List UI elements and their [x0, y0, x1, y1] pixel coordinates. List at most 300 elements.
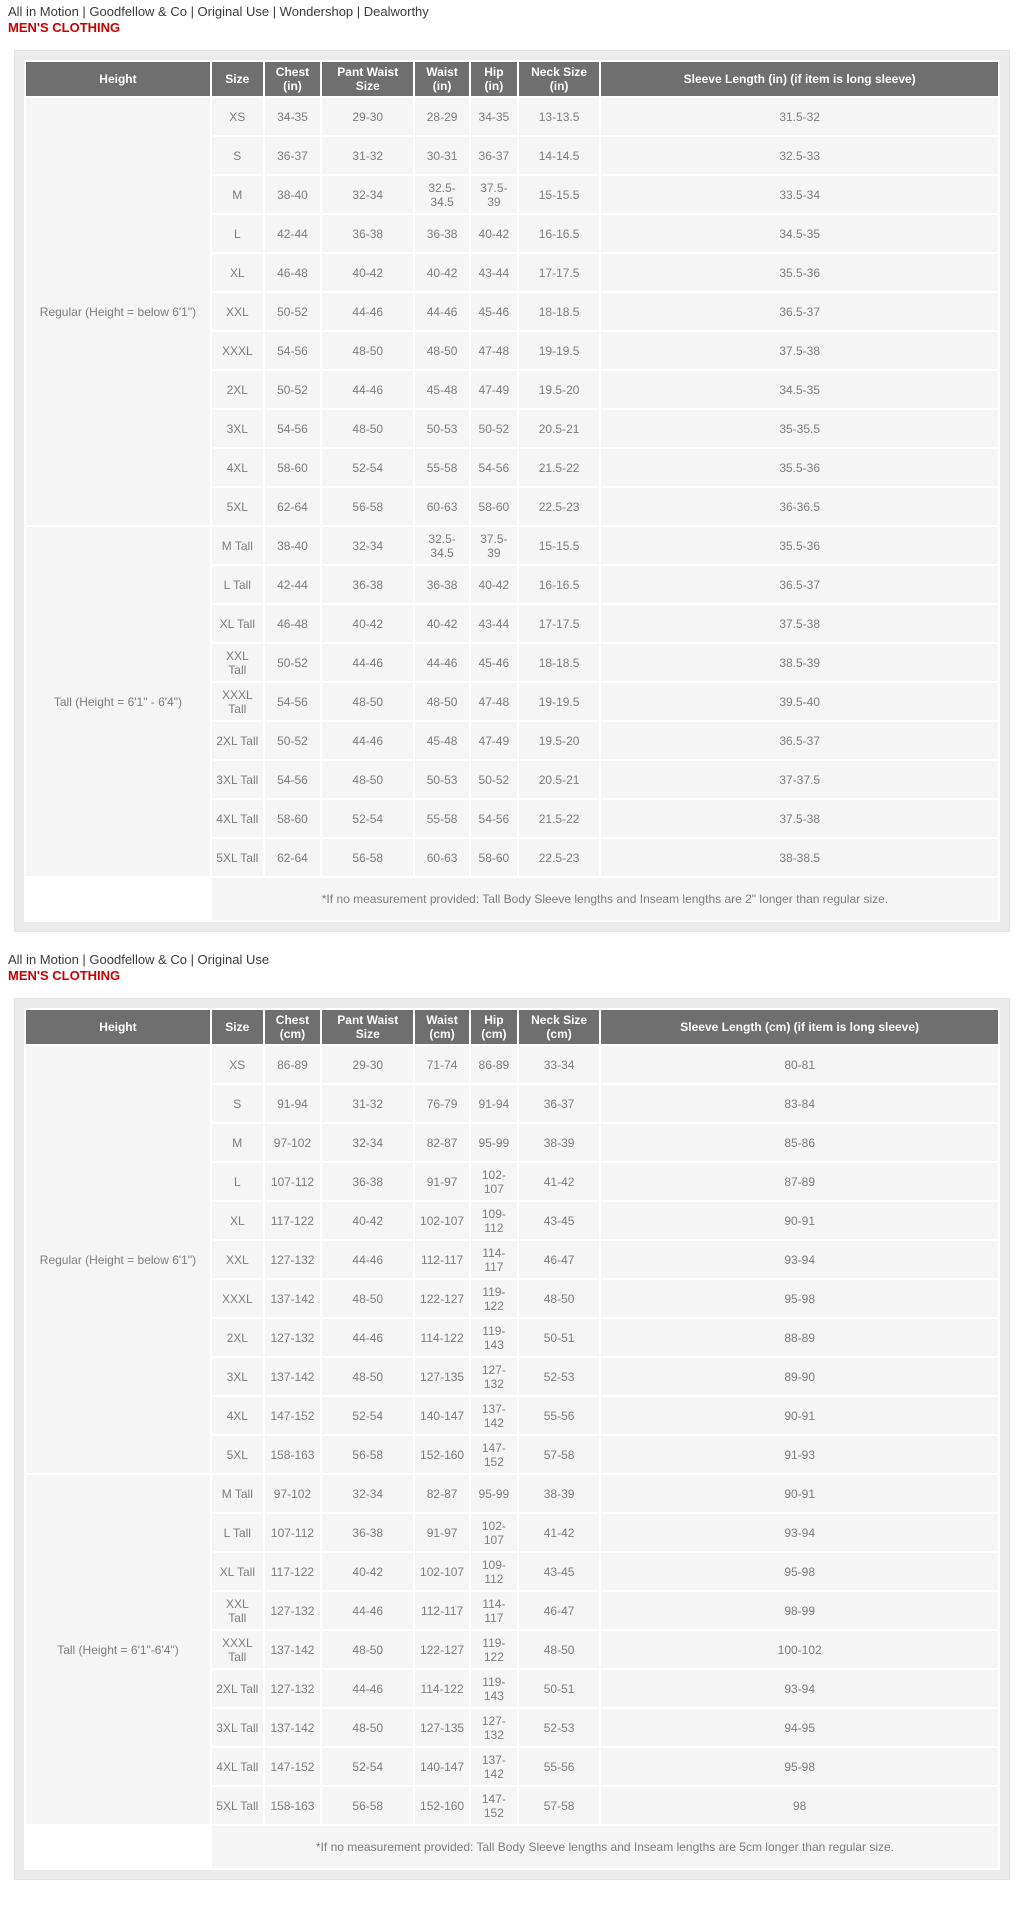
- table-row: [26, 98, 998, 135]
- measurement-cell-waist-in: 44-46: [415, 644, 469, 681]
- measurement-cell-sleeve-length-in-if-item-is-long-sleeve: 37.5-38: [601, 332, 998, 369]
- category-title: MEN'S CLOTHING: [8, 968, 121, 983]
- size-cell: 4XL: [212, 1397, 263, 1434]
- measurement-cell-waist-in: 48-50: [415, 332, 469, 369]
- measurement-cell-chest-in: 50-52: [265, 722, 321, 759]
- inches-size-chart-section: [0, 4, 1024, 932]
- measurement-cell-pant-waist-size: 40-42: [322, 605, 413, 642]
- table-panel: [14, 50, 1010, 932]
- measurement-cell-pant-waist-size: 56-58: [322, 839, 413, 876]
- measurement-cell-hip-in: 58-60: [471, 839, 517, 876]
- header-row: [26, 62, 998, 96]
- measurement-cell-hip-in: 47-48: [471, 332, 517, 369]
- measurement-cell-waist-cm: 114-122: [415, 1670, 469, 1707]
- measurement-cell-neck-size-cm: 48-50: [519, 1631, 599, 1668]
- measurement-cell-sleeve-length-in-if-item-is-long-sleeve: 37.5-38: [601, 800, 998, 837]
- measurement-cell-pant-waist-size: 48-50: [322, 683, 413, 720]
- measurement-cell-neck-size-cm: 38-39: [519, 1475, 599, 1512]
- column-header-waist-in: Waist (in): [415, 62, 469, 96]
- footnote: *If no measurement provided: Tall Body Sleeve lengths and Inseam lengths are 2" longer than regular size.: [212, 878, 998, 920]
- measurement-cell-waist-in: 40-42: [415, 254, 469, 291]
- height-group-cell: Tall (Height = 6'1" - 6'4"): [26, 527, 210, 876]
- measurement-cell-chest-cm: 147-152: [265, 1748, 321, 1785]
- measurement-cell-sleeve-length-cm-if-item-is-long-sleeve: 90-91: [601, 1475, 998, 1512]
- size-cell: M: [212, 176, 263, 213]
- size-cell: M Tall: [212, 527, 263, 564]
- size-cell: XXL Tall: [212, 1592, 263, 1629]
- measurement-cell-waist-cm: 114-122: [415, 1319, 469, 1356]
- measurement-cell-chest-in: 54-56: [265, 761, 321, 798]
- measurement-cell-sleeve-length-cm-if-item-is-long-sleeve: 91-93: [601, 1436, 998, 1473]
- measurement-cell-waist-cm: 102-107: [415, 1202, 469, 1239]
- measurement-cell-pant-waist-size: 44-46: [322, 293, 413, 330]
- measurement-cell-waist-cm: 140-147: [415, 1748, 469, 1785]
- measurement-cell-waist-cm: 152-160: [415, 1436, 469, 1473]
- measurement-cell-hip-cm: 119-122: [471, 1280, 517, 1317]
- measurement-cell-chest-in: 50-52: [265, 371, 321, 408]
- measurement-cell-sleeve-length-cm-if-item-is-long-sleeve: 80-81: [601, 1046, 998, 1083]
- size-cell: XL: [212, 1202, 263, 1239]
- measurement-cell-sleeve-length-in-if-item-is-long-sleeve: 35.5-36: [601, 254, 998, 291]
- measurement-cell-sleeve-length-in-if-item-is-long-sleeve: 36.5-37: [601, 293, 998, 330]
- measurement-cell-hip-in: 45-46: [471, 644, 517, 681]
- column-header-height: Height: [26, 1010, 210, 1044]
- measurement-cell-pant-waist-size: 44-46: [322, 1241, 413, 1278]
- column-header-height: Height: [26, 62, 210, 96]
- measurement-cell-waist-in: 45-48: [415, 371, 469, 408]
- measurement-cell-neck-size-cm: 50-51: [519, 1670, 599, 1707]
- measurement-cell-neck-size-cm: 36-37: [519, 1085, 599, 1122]
- measurement-cell-neck-size-cm: 33-34: [519, 1046, 599, 1083]
- measurement-cell-chest-cm: 127-132: [265, 1670, 321, 1707]
- measurement-cell-sleeve-length-cm-if-item-is-long-sleeve: 93-94: [601, 1514, 998, 1551]
- measurement-cell-hip-cm: 119-143: [471, 1319, 517, 1356]
- measurement-cell-neck-size-in: 18-18.5: [519, 644, 599, 681]
- measurement-cell-chest-in: 54-56: [265, 332, 321, 369]
- measurement-cell-neck-size-cm: 43-45: [519, 1202, 599, 1239]
- measurement-cell-sleeve-length-in-if-item-is-long-sleeve: 35.5-36: [601, 527, 998, 564]
- measurement-cell-hip-cm: 109-112: [471, 1553, 517, 1590]
- brand-list: All in Motion | Goodfellow & Co | Original Use | Wondershop | Dealworthy: [8, 4, 429, 19]
- measurement-cell-pant-waist-size: 44-46: [322, 1670, 413, 1707]
- measurement-cell-pant-waist-size: 48-50: [322, 332, 413, 369]
- measurement-cell-waist-cm: 112-117: [415, 1592, 469, 1629]
- measurement-cell-chest-cm: 107-112: [265, 1514, 321, 1551]
- measurement-cell-pant-waist-size: 52-54: [322, 1397, 413, 1434]
- measurement-cell-chest-cm: 137-142: [265, 1631, 321, 1668]
- measurement-cell-sleeve-length-cm-if-item-is-long-sleeve: 85-86: [601, 1124, 998, 1161]
- measurement-cell-chest-in: 34-35: [265, 98, 321, 135]
- size-cell: S: [212, 137, 263, 174]
- measurement-cell-sleeve-length-in-if-item-is-long-sleeve: 36.5-37: [601, 566, 998, 603]
- measurement-cell-waist-in: 55-58: [415, 800, 469, 837]
- measurement-cell-sleeve-length-in-if-item-is-long-sleeve: 38.5-39: [601, 644, 998, 681]
- size-cell: 3XL: [212, 410, 263, 447]
- measurement-cell-sleeve-length-in-if-item-is-long-sleeve: 31.5-32: [601, 98, 998, 135]
- measurement-cell-chest-cm: 137-142: [265, 1709, 321, 1746]
- measurement-cell-hip-cm: 102-107: [471, 1163, 517, 1200]
- measurement-cell-chest-cm: 127-132: [265, 1241, 321, 1278]
- category-title: MEN'S CLOTHING: [8, 20, 121, 35]
- measurement-cell-hip-in: 47-49: [471, 371, 517, 408]
- size-cell: L: [212, 215, 263, 252]
- measurement-cell-hip-cm: 137-142: [471, 1748, 517, 1785]
- measurement-cell-sleeve-length-cm-if-item-is-long-sleeve: 95-98: [601, 1280, 998, 1317]
- measurement-cell-hip-cm: 114-117: [471, 1241, 517, 1278]
- measurement-cell-waist-in: 60-63: [415, 839, 469, 876]
- size-cell: L Tall: [212, 1514, 263, 1551]
- measurement-cell-neck-size-in: 20.5-21: [519, 761, 599, 798]
- measurement-cell-pant-waist-size: 31-32: [322, 137, 413, 174]
- measurement-cell-waist-in: 36-38: [415, 215, 469, 252]
- measurement-cell-pant-waist-size: 32-34: [322, 1475, 413, 1512]
- measurement-cell-sleeve-length-in-if-item-is-long-sleeve: 38-38.5: [601, 839, 998, 876]
- table-panel: [14, 998, 1010, 1880]
- column-header-sleeve-length-in-if-item-is-long-sleeve: Sleeve Length (in) (if item is long sleeve): [601, 62, 998, 96]
- measurement-cell-hip-in: 45-46: [471, 293, 517, 330]
- measurement-cell-pant-waist-size: 44-46: [322, 1592, 413, 1629]
- measurement-cell-sleeve-length-in-if-item-is-long-sleeve: 37-37.5: [601, 761, 998, 798]
- measurement-cell-waist-in: 60-63: [415, 488, 469, 525]
- measurement-cell-pant-waist-size: 36-38: [322, 1163, 413, 1200]
- measurement-cell-sleeve-length-cm-if-item-is-long-sleeve: 100-102: [601, 1631, 998, 1668]
- measurement-cell-chest-cm: 117-122: [265, 1553, 321, 1590]
- measurement-cell-pant-waist-size: 36-38: [322, 215, 413, 252]
- measurement-cell-neck-size-in: 19-19.5: [519, 683, 599, 720]
- measurement-cell-chest-in: 42-44: [265, 566, 321, 603]
- measurement-cell-pant-waist-size: 52-54: [322, 800, 413, 837]
- column-header-chest-in: Chest (in): [265, 62, 321, 96]
- column-header-pant-waist-size: Pant Waist Size: [322, 62, 413, 96]
- measurement-cell-pant-waist-size: 32-34: [322, 176, 413, 213]
- measurement-cell-pant-waist-size: 56-58: [322, 1787, 413, 1824]
- measurement-cell-chest-cm: 158-163: [265, 1787, 321, 1824]
- size-cell: XXXL Tall: [212, 683, 263, 720]
- measurement-cell-sleeve-length-in-if-item-is-long-sleeve: 37.5-38: [601, 605, 998, 642]
- measurement-cell-pant-waist-size: 36-38: [322, 1514, 413, 1551]
- column-header-neck-size-cm: Neck Size (cm): [519, 1010, 599, 1044]
- measurement-cell-neck-size-in: 22.5-23: [519, 488, 599, 525]
- measurement-cell-waist-in: 50-53: [415, 761, 469, 798]
- measurement-cell-pant-waist-size: 29-30: [322, 98, 413, 135]
- measurement-cell-pant-waist-size: 32-34: [322, 1124, 413, 1161]
- measurement-cell-neck-size-cm: 48-50: [519, 1280, 599, 1317]
- size-cell: XL: [212, 254, 263, 291]
- measurement-cell-waist-cm: 127-135: [415, 1709, 469, 1746]
- measurement-cell-sleeve-length-cm-if-item-is-long-sleeve: 93-94: [601, 1670, 998, 1707]
- column-header-hip-in: Hip (in): [471, 62, 517, 96]
- column-header-size: Size: [212, 1010, 263, 1044]
- size-cell: 3XL Tall: [212, 761, 263, 798]
- measurement-cell-neck-size-in: 17-17.5: [519, 254, 599, 291]
- size-cell: 3XL: [212, 1358, 263, 1395]
- size-cell: 4XL Tall: [212, 800, 263, 837]
- measurement-cell-pant-waist-size: 48-50: [322, 761, 413, 798]
- measurement-cell-pant-waist-size: 36-38: [322, 566, 413, 603]
- measurement-cell-sleeve-length-cm-if-item-is-long-sleeve: 98: [601, 1787, 998, 1824]
- measurement-cell-waist-cm: 122-127: [415, 1280, 469, 1317]
- measurement-cell-neck-size-in: 19.5-20: [519, 371, 599, 408]
- size-cell: M: [212, 1124, 263, 1161]
- header-row: [26, 1010, 998, 1044]
- measurement-cell-chest-cm: 107-112: [265, 1163, 321, 1200]
- measurement-cell-sleeve-length-in-if-item-is-long-sleeve: 35-35.5: [601, 410, 998, 447]
- measurement-cell-chest-cm: 97-102: [265, 1475, 321, 1512]
- measurement-cell-hip-cm: 147-152: [471, 1787, 517, 1824]
- measurement-cell-hip-cm: 95-99: [471, 1475, 517, 1512]
- size-cell: 5XL Tall: [212, 839, 263, 876]
- measurement-cell-neck-size-cm: 52-53: [519, 1709, 599, 1746]
- size-cell: 5XL: [212, 1436, 263, 1473]
- measurement-cell-hip-cm: 119-143: [471, 1670, 517, 1707]
- measurement-cell-hip-cm: 86-89: [471, 1046, 517, 1083]
- measurement-cell-neck-size-cm: 41-42: [519, 1514, 599, 1551]
- measurement-cell-neck-size-cm: 41-42: [519, 1163, 599, 1200]
- measurement-cell-chest-in: 54-56: [265, 410, 321, 447]
- measurement-cell-chest-cm: 158-163: [265, 1436, 321, 1473]
- measurement-cell-pant-waist-size: 48-50: [322, 1358, 413, 1395]
- footnote-spacer: [26, 1826, 210, 1868]
- size-cell: M Tall: [212, 1475, 263, 1512]
- height-group-cell: Regular (Height = below 6'1"): [26, 98, 210, 525]
- table-row: [26, 1475, 998, 1512]
- size-cell: XXXL: [212, 1280, 263, 1317]
- measurement-cell-waist-in: 45-48: [415, 722, 469, 759]
- height-group-cell: Regular (Height = below 6'1"): [26, 1046, 210, 1473]
- measurement-cell-chest-in: 50-52: [265, 293, 321, 330]
- measurement-cell-hip-in: 43-44: [471, 254, 517, 291]
- measurement-cell-neck-size-cm: 46-47: [519, 1241, 599, 1278]
- size-cell: XXL Tall: [212, 644, 263, 681]
- measurement-cell-waist-in: 50-53: [415, 410, 469, 447]
- measurement-cell-hip-cm: 102-107: [471, 1514, 517, 1551]
- size-cell: XL Tall: [212, 605, 263, 642]
- size-table-inches: [24, 60, 1000, 922]
- measurement-cell-chest-in: 46-48: [265, 605, 321, 642]
- measurement-cell-chest-in: 42-44: [265, 215, 321, 252]
- measurement-cell-waist-cm: 102-107: [415, 1553, 469, 1590]
- measurement-cell-hip-cm: 137-142: [471, 1397, 517, 1434]
- size-cell: 4XL Tall: [212, 1748, 263, 1785]
- measurement-cell-neck-size-in: 15-15.5: [519, 176, 599, 213]
- size-cell: XXXL Tall: [212, 1631, 263, 1668]
- measurement-cell-hip-in: 58-60: [471, 488, 517, 525]
- measurement-cell-chest-cm: 137-142: [265, 1358, 321, 1395]
- measurement-cell-chest-cm: 91-94: [265, 1085, 321, 1122]
- measurement-cell-hip-in: 50-52: [471, 761, 517, 798]
- measurement-cell-chest-cm: 97-102: [265, 1124, 321, 1161]
- measurement-cell-waist-in: 36-38: [415, 566, 469, 603]
- measurement-cell-hip-cm: 109-112: [471, 1202, 517, 1239]
- measurement-cell-waist-cm: 140-147: [415, 1397, 469, 1434]
- measurement-cell-sleeve-length-in-if-item-is-long-sleeve: 36-36.5: [601, 488, 998, 525]
- size-cell: 2XL: [212, 371, 263, 408]
- measurement-cell-chest-in: 58-60: [265, 449, 321, 486]
- measurement-cell-sleeve-length-in-if-item-is-long-sleeve: 35.5-36: [601, 449, 998, 486]
- measurement-cell-hip-in: 54-56: [471, 449, 517, 486]
- measurement-cell-waist-cm: 127-135: [415, 1358, 469, 1395]
- measurement-cell-neck-size-in: 15-15.5: [519, 527, 599, 564]
- measurement-cell-neck-size-in: 16-16.5: [519, 215, 599, 252]
- measurement-cell-sleeve-length-in-if-item-is-long-sleeve: 33.5-34: [601, 176, 998, 213]
- measurement-cell-sleeve-length-in-if-item-is-long-sleeve: 39.5-40: [601, 683, 998, 720]
- measurement-cell-waist-in: 32.5-34.5: [415, 176, 469, 213]
- measurement-cell-waist-cm: 122-127: [415, 1631, 469, 1668]
- measurement-cell-pant-waist-size: 44-46: [322, 644, 413, 681]
- measurement-cell-pant-waist-size: 44-46: [322, 722, 413, 759]
- measurement-cell-hip-cm: 114-117: [471, 1592, 517, 1629]
- measurement-cell-pant-waist-size: 31-32: [322, 1085, 413, 1122]
- measurement-cell-waist-in: 40-42: [415, 605, 469, 642]
- measurement-cell-neck-size-in: 22.5-23: [519, 839, 599, 876]
- measurement-cell-chest-in: 38-40: [265, 527, 321, 564]
- measurement-cell-hip-in: 54-56: [471, 800, 517, 837]
- size-cell: XS: [212, 98, 263, 135]
- measurement-cell-chest-in: 54-56: [265, 683, 321, 720]
- measurement-cell-pant-waist-size: 29-30: [322, 1046, 413, 1083]
- measurement-cell-hip-cm: 147-152: [471, 1436, 517, 1473]
- brand-list: All in Motion | Goodfellow & Co | Original Use: [8, 952, 270, 967]
- measurement-cell-neck-size-in: 16-16.5: [519, 566, 599, 603]
- measurement-cell-sleeve-length-cm-if-item-is-long-sleeve: 87-89: [601, 1163, 998, 1200]
- size-cell: 2XL Tall: [212, 722, 263, 759]
- measurement-cell-hip-in: 43-44: [471, 605, 517, 642]
- measurement-cell-pant-waist-size: 56-58: [322, 1436, 413, 1473]
- measurement-cell-neck-size-cm: 38-39: [519, 1124, 599, 1161]
- measurement-cell-hip-cm: 95-99: [471, 1124, 517, 1161]
- measurement-cell-hip-cm: 127-132: [471, 1709, 517, 1746]
- measurement-cell-hip-in: 37.5-39: [471, 527, 517, 564]
- measurement-cell-neck-size-in: 19.5-20: [519, 722, 599, 759]
- table-row: [26, 527, 998, 564]
- measurement-cell-chest-in: 62-64: [265, 839, 321, 876]
- measurement-cell-chest-in: 36-37: [265, 137, 321, 174]
- measurement-cell-neck-size-in: 18-18.5: [519, 293, 599, 330]
- measurement-cell-chest-in: 58-60: [265, 800, 321, 837]
- height-group-cell: Tall (Height = 6'1"-6'4"): [26, 1475, 210, 1824]
- measurement-cell-sleeve-length-cm-if-item-is-long-sleeve: 98-99: [601, 1592, 998, 1629]
- measurement-cell-pant-waist-size: 56-58: [322, 488, 413, 525]
- measurement-cell-neck-size-cm: 52-53: [519, 1358, 599, 1395]
- measurement-cell-pant-waist-size: 48-50: [322, 410, 413, 447]
- footnote: *If no measurement provided: Tall Body Sleeve lengths and Inseam lengths are 5cm longer than regular size.: [212, 1826, 998, 1868]
- measurement-cell-waist-cm: 82-87: [415, 1475, 469, 1512]
- size-table-cm: [24, 1008, 1000, 1870]
- measurement-cell-pant-waist-size: 48-50: [322, 1709, 413, 1746]
- measurement-cell-sleeve-length-cm-if-item-is-long-sleeve: 93-94: [601, 1241, 998, 1278]
- size-cell: 3XL Tall: [212, 1709, 263, 1746]
- measurement-cell-pant-waist-size: 32-34: [322, 527, 413, 564]
- size-cell: L Tall: [212, 566, 263, 603]
- measurement-cell-sleeve-length-in-if-item-is-long-sleeve: 36.5-37: [601, 722, 998, 759]
- measurement-cell-waist-cm: 91-97: [415, 1514, 469, 1551]
- measurement-cell-sleeve-length-cm-if-item-is-long-sleeve: 95-98: [601, 1553, 998, 1590]
- measurement-cell-sleeve-length-cm-if-item-is-long-sleeve: 94-95: [601, 1709, 998, 1746]
- measurement-cell-neck-size-in: 14-14.5: [519, 137, 599, 174]
- measurement-cell-hip-in: 37.5-39: [471, 176, 517, 213]
- measurement-cell-hip-cm: 119-122: [471, 1631, 517, 1668]
- column-header-chest-cm: Chest (cm): [265, 1010, 321, 1044]
- footnote-row: [26, 1826, 998, 1868]
- size-cell: 5XL: [212, 488, 263, 525]
- footnote-row: [26, 878, 998, 920]
- measurement-cell-pant-waist-size: 48-50: [322, 1631, 413, 1668]
- column-header-size: Size: [212, 62, 263, 96]
- measurement-cell-neck-size-cm: 57-58: [519, 1787, 599, 1824]
- column-header-sleeve-length-cm-if-item-is-long-sleeve: Sleeve Length (cm) (if item is long sleeve): [601, 1010, 998, 1044]
- measurement-cell-pant-waist-size: 40-42: [322, 1553, 413, 1590]
- measurement-cell-neck-size-in: 21.5-22: [519, 449, 599, 486]
- measurement-cell-neck-size-cm: 55-56: [519, 1748, 599, 1785]
- measurement-cell-hip-in: 50-52: [471, 410, 517, 447]
- measurement-cell-waist-cm: 152-160: [415, 1787, 469, 1824]
- measurement-cell-neck-size-in: 19-19.5: [519, 332, 599, 369]
- measurement-cell-pant-waist-size: 48-50: [322, 1280, 413, 1317]
- size-cell: 5XL Tall: [212, 1787, 263, 1824]
- measurement-cell-chest-cm: 147-152: [265, 1397, 321, 1434]
- column-header-pant-waist-size: Pant Waist Size: [322, 1010, 413, 1044]
- measurement-cell-chest-cm: 117-122: [265, 1202, 321, 1239]
- measurement-cell-neck-size-in: 20.5-21: [519, 410, 599, 447]
- column-header-neck-size-in: Neck Size (in): [519, 62, 599, 96]
- measurement-cell-waist-cm: 82-87: [415, 1124, 469, 1161]
- measurement-cell-chest-in: 50-52: [265, 644, 321, 681]
- footnote-spacer: [26, 878, 210, 920]
- measurement-cell-hip-in: 40-42: [471, 215, 517, 252]
- column-header-hip-cm: Hip (cm): [471, 1010, 517, 1044]
- measurement-cell-chest-cm: 86-89: [265, 1046, 321, 1083]
- measurement-cell-waist-cm: 76-79: [415, 1085, 469, 1122]
- measurement-cell-waist-in: 55-58: [415, 449, 469, 486]
- measurement-cell-pant-waist-size: 52-54: [322, 449, 413, 486]
- measurement-cell-hip-in: 40-42: [471, 566, 517, 603]
- measurement-cell-pant-waist-size: 52-54: [322, 1748, 413, 1785]
- measurement-cell-neck-size-in: 21.5-22: [519, 800, 599, 837]
- measurement-cell-waist-in: 30-31: [415, 137, 469, 174]
- measurement-cell-waist-cm: 91-97: [415, 1163, 469, 1200]
- measurement-cell-sleeve-length-in-if-item-is-long-sleeve: 34.5-35: [601, 215, 998, 252]
- measurement-cell-hip-in: 47-49: [471, 722, 517, 759]
- measurement-cell-neck-size-cm: 50-51: [519, 1319, 599, 1356]
- size-cell: XXL: [212, 293, 263, 330]
- measurement-cell-pant-waist-size: 40-42: [322, 1202, 413, 1239]
- measurement-cell-hip-in: 47-48: [471, 683, 517, 720]
- measurement-cell-hip-in: 34-35: [471, 98, 517, 135]
- measurement-cell-sleeve-length-cm-if-item-is-long-sleeve: 90-91: [601, 1397, 998, 1434]
- measurement-cell-sleeve-length-in-if-item-is-long-sleeve: 34.5-35: [601, 371, 998, 408]
- measurement-cell-neck-size-cm: 55-56: [519, 1397, 599, 1434]
- measurement-cell-waist-cm: 71-74: [415, 1046, 469, 1083]
- measurement-cell-chest-in: 38-40: [265, 176, 321, 213]
- measurement-cell-hip-cm: 127-132: [471, 1358, 517, 1395]
- measurement-cell-sleeve-length-cm-if-item-is-long-sleeve: 88-89: [601, 1319, 998, 1356]
- measurement-cell-waist-in: 32.5-34.5: [415, 527, 469, 564]
- measurement-cell-hip-cm: 91-94: [471, 1085, 517, 1122]
- size-cell: XS: [212, 1046, 263, 1083]
- measurement-cell-neck-size-in: 17-17.5: [519, 605, 599, 642]
- measurement-cell-pant-waist-size: 44-46: [322, 371, 413, 408]
- size-cell: XL Tall: [212, 1553, 263, 1590]
- measurement-cell-sleeve-length-cm-if-item-is-long-sleeve: 90-91: [601, 1202, 998, 1239]
- measurement-cell-chest-cm: 127-132: [265, 1592, 321, 1629]
- cm-size-chart-section: [0, 952, 1024, 1880]
- measurement-cell-neck-size-cm: 46-47: [519, 1592, 599, 1629]
- size-cell: S: [212, 1085, 263, 1122]
- measurement-cell-pant-waist-size: 44-46: [322, 1319, 413, 1356]
- measurement-cell-chest-in: 62-64: [265, 488, 321, 525]
- column-header-waist-cm: Waist (cm): [415, 1010, 469, 1044]
- measurement-cell-sleeve-length-cm-if-item-is-long-sleeve: 89-90: [601, 1358, 998, 1395]
